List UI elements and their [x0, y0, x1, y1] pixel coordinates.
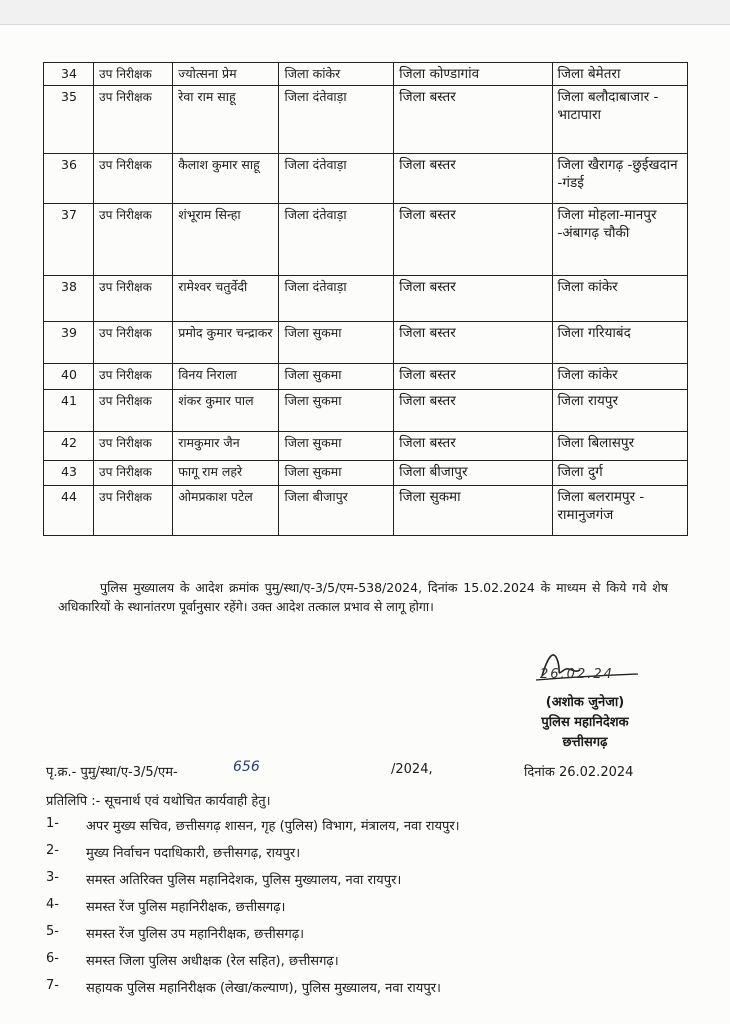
current-posting: जिला बस्तर: [394, 432, 552, 461]
officer-rank: उप निरीक्षक: [94, 154, 173, 204]
list-item-number: 4-: [46, 897, 59, 912]
list-item-number: 2-: [46, 843, 59, 858]
list-item: [46, 870, 666, 897]
new-posting: जिला कांकेर: [552, 364, 688, 390]
serial-number: 44: [44, 486, 94, 536]
original-district: जिला बीजापुर: [279, 486, 394, 536]
signatory-name: (अशोक जुनेजा): [545, 695, 625, 710]
officer-name: फागू राम लहरे: [173, 461, 279, 486]
reference-number: पृ.क्र.- पुमु/स्था/ए-3/5/एम-: [46, 765, 178, 780]
original-district: जिला दंतेवाड़ा: [279, 276, 394, 322]
signatory-designation: पुलिस महानिदेशक: [541, 715, 629, 730]
current-posting: जिला बस्तर: [394, 86, 552, 154]
current-posting: जिला सुकमा: [394, 486, 552, 536]
list-item-number: 3-: [46, 870, 59, 885]
table-row: [44, 86, 688, 154]
original-district: जिला सुकमा: [279, 432, 394, 461]
original-district: जिला सुकमा: [279, 461, 394, 486]
list-item-number: 5-: [46, 924, 59, 939]
officer-rank: उप निरीक्षक: [94, 432, 173, 461]
officer-rank: उप निरीक्षक: [94, 486, 173, 536]
serial-number: 39: [44, 322, 94, 364]
signature-scribble-icon: [520, 636, 650, 694]
order-note-text: पुलिस मुख्यालय के आदेश क्रमांक पुमु/स्था/ए-3/5/एम-538/2024, दिनांक 15.02.2024 के माध्यम से किये गये शेष अधिकारियों के स्थानांतरण पूर्वानुसार रहेंगे। उक्त आदेश तत्काल प्रभाव से लागू होगा।: [58, 580, 668, 614]
list-item: [46, 816, 666, 843]
new-posting: जिला गरियाबंद: [552, 322, 688, 364]
list-item-text: अपर मुख्य सचिव, छत्तीसगढ़ शासन, गृह (पुलिस) विभाग, मंत्रालय, नवा रायपुर।: [86, 819, 460, 834]
officer-name: रेवा राम साहू: [173, 86, 279, 154]
original-district: जिला दंतेवाड़ा: [279, 86, 394, 154]
original-district: जिला कांकेर: [279, 63, 394, 86]
officer-rank: उप निरीक्षक: [94, 204, 173, 276]
new-posting: जिला बिलासपुर: [552, 432, 688, 461]
current-posting: जिला कोण्डागांव: [394, 63, 552, 86]
officer-rank: उप निरीक्षक: [94, 461, 173, 486]
signatory-state: छत्तीसगढ़: [562, 735, 608, 750]
current-posting: जिला बस्तर: [394, 364, 552, 390]
current-posting: जिला बस्तर: [394, 204, 552, 276]
current-posting: जिला बस्तर: [394, 154, 552, 204]
new-posting: जिला बलौदाबाजार - भाटापारा: [552, 86, 688, 154]
list-item-number: 7-: [46, 978, 59, 993]
original-district: जिला सुकमा: [279, 322, 394, 364]
list-item: [46, 951, 666, 978]
officer-name: रामेश्वर चतुर्वेदी: [173, 276, 279, 322]
table-row: [44, 204, 688, 276]
officer-name: शंकर कुमार पाल: [173, 390, 279, 432]
original-district: जिला सुकमा: [279, 390, 394, 432]
table-row: [44, 364, 688, 390]
order-note: [58, 578, 668, 616]
officer-rank: उप निरीक्षक: [94, 86, 173, 154]
list-item-text: सहायक पुलिस महानिरीक्षक (लेखा/कल्याण), पुलिस मुख्यालय, नवा रायपुर।: [86, 981, 441, 996]
signature-date: 26.02.24: [540, 667, 614, 682]
serial-number: 42: [44, 432, 94, 461]
new-posting: जिला बेमेतरा: [552, 63, 688, 86]
new-posting: जिला बलरामपुर - रामानुजगंज: [552, 486, 688, 536]
serial-number: 37: [44, 204, 94, 276]
original-district: जिला सुकमा: [279, 364, 394, 390]
officer-name: ज्योत्सना प्रेम: [173, 63, 279, 86]
list-item-text: समस्त रेंज पुलिस महानिरीक्षक, छत्तीसगढ़।: [86, 900, 286, 915]
reference-handwritten-number: 656: [233, 759, 260, 775]
reference-date: दिनांक 26.02.2024: [524, 765, 634, 780]
officer-name: विनय निराला: [173, 364, 279, 390]
list-item-number: 6-: [46, 951, 59, 966]
new-posting: जिला दुर्ग: [552, 461, 688, 486]
list-item-number: 1-: [46, 816, 59, 831]
officer-rank: उप निरीक्षक: [94, 322, 173, 364]
viewer-top-bar: [0, 0, 730, 25]
distribution-list: [46, 816, 666, 1005]
table-row: [44, 461, 688, 486]
original-district: जिला दंतेवाड़ा: [279, 204, 394, 276]
original-district: जिला दंतेवाड़ा: [279, 154, 394, 204]
reference-line: [46, 759, 666, 782]
list-item: [46, 843, 666, 870]
officer-rank: उप निरीक्षक: [94, 276, 173, 322]
table-row: [44, 63, 688, 86]
list-item-text: मुख्य निर्वाचन पदाधिकारी, छत्तीसगढ़, रायपुर।: [86, 846, 301, 861]
signatory-block: [505, 693, 665, 753]
list-item-text: समस्त जिला पुलिस अधीक्षक (रेल सहित), छत्तीसगढ़।: [86, 954, 339, 969]
current-posting: जिला बस्तर: [394, 276, 552, 322]
current-posting: जिला बस्तर: [394, 390, 552, 432]
officer-name: प्रमोद कुमार चन्द्राकर: [173, 322, 279, 364]
list-item: [46, 897, 666, 924]
table-row: [44, 486, 688, 536]
reference-year: /2024,: [391, 762, 433, 777]
serial-number: 43: [44, 461, 94, 486]
serial-number: 36: [44, 154, 94, 204]
table-row: [44, 154, 688, 204]
new-posting: जिला खैरागढ़ -छुईखदान -गंडई: [552, 154, 688, 204]
officer-name: रामकुमार जैन: [173, 432, 279, 461]
new-posting: जिला कांकेर: [552, 276, 688, 322]
list-item: [46, 924, 666, 951]
current-posting: जिला बीजापुर: [394, 461, 552, 486]
current-posting: जिला बस्तर: [394, 322, 552, 364]
table-row: [44, 432, 688, 461]
table-row: [44, 276, 688, 322]
copy-to-heading: प्रतिलिपि :- सूचनार्थ एवं यथोचित कार्यवाही हेतु।: [46, 794, 271, 809]
list-item: [46, 978, 666, 1005]
table-row: [44, 322, 688, 364]
officer-rank: उप निरीक्षक: [94, 63, 173, 86]
officer-rank: उप निरीक्षक: [94, 390, 173, 432]
serial-number: 34: [44, 63, 94, 86]
serial-number: 41: [44, 390, 94, 432]
list-item-text: समस्त अतिरिक्त पुलिस महानिदेशक, पुलिस मुख्यालय, नवा रायपुर।: [86, 873, 402, 888]
new-posting: जिला रायपुर: [552, 390, 688, 432]
officer-name: कैलाश कुमार साहू: [173, 154, 279, 204]
new-posting: जिला मोहला-मानपुर -अंबागढ़ चौकी: [552, 204, 688, 276]
officer-name: शंभूराम सिन्हा: [173, 204, 279, 276]
serial-number: 40: [44, 364, 94, 390]
officer-name: ओमप्रकाश पटेल: [173, 486, 279, 536]
serial-number: 38: [44, 276, 94, 322]
officer-rank: उप निरीक्षक: [94, 364, 173, 390]
serial-number: 35: [44, 86, 94, 154]
table-row: [44, 390, 688, 432]
list-item-text: समस्त रेंज पुलिस उप महानिरीक्षक, छत्तीसगढ़।: [86, 927, 305, 942]
transfer-table: [43, 62, 688, 536]
